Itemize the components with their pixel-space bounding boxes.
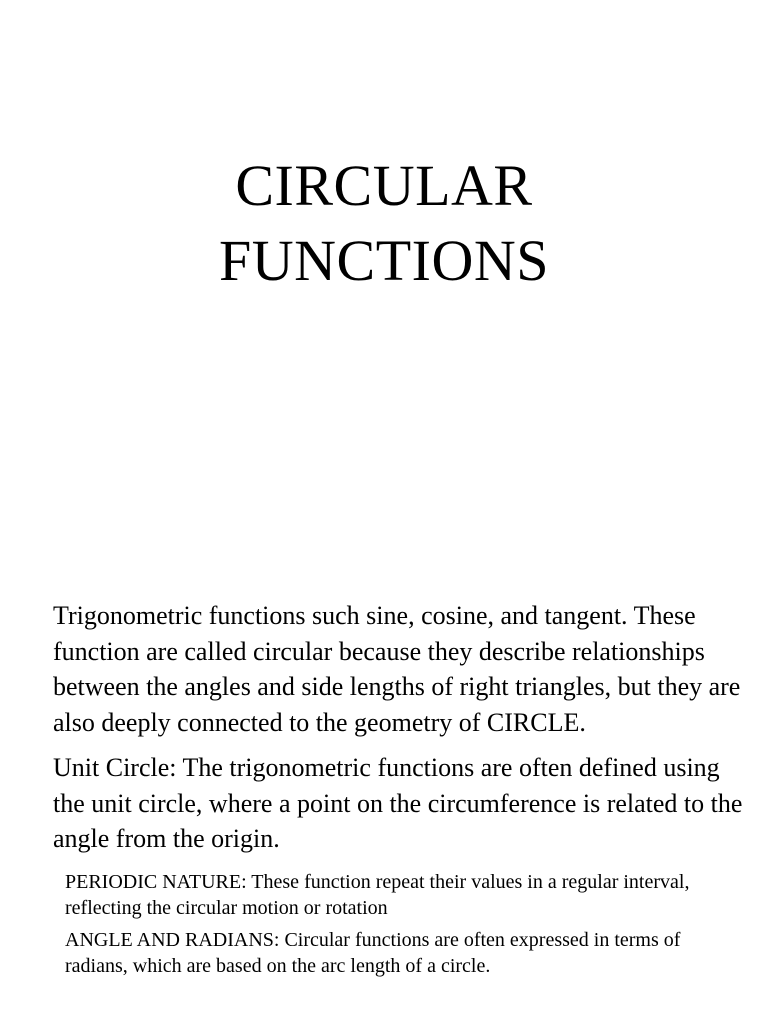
title-line-1: CIRCULAR	[235, 153, 533, 218]
unit-circle-paragraph: Unit Circle: The trigonometric functions are often defined using the unit circle, where a point on the circumference is related to the angle from the origin.	[53, 753, 743, 853]
page-title	[0, 148, 768, 298]
angle-radians-paragraph: ANGLE AND RADIANS: Circular functions are often expressed in terms of radians, which are based on the arc length of a circle.	[65, 928, 681, 977]
sub-points	[65, 869, 705, 979]
body-text	[53, 598, 743, 985]
intro-paragraph: Trigonometric functions such sine, cosine, and tangent. These function are called circular because they describe relationships between the angles and side lengths of right triangles, but they are also deeply connected to the geometry of CIRCLE.	[53, 601, 741, 737]
title-line-2: FUNCTIONS	[219, 228, 549, 293]
periodic-nature-paragraph: PERIODIC NATURE: These function repeat their values in a regular interval, reflecting the circular motion or rotation	[65, 870, 690, 919]
